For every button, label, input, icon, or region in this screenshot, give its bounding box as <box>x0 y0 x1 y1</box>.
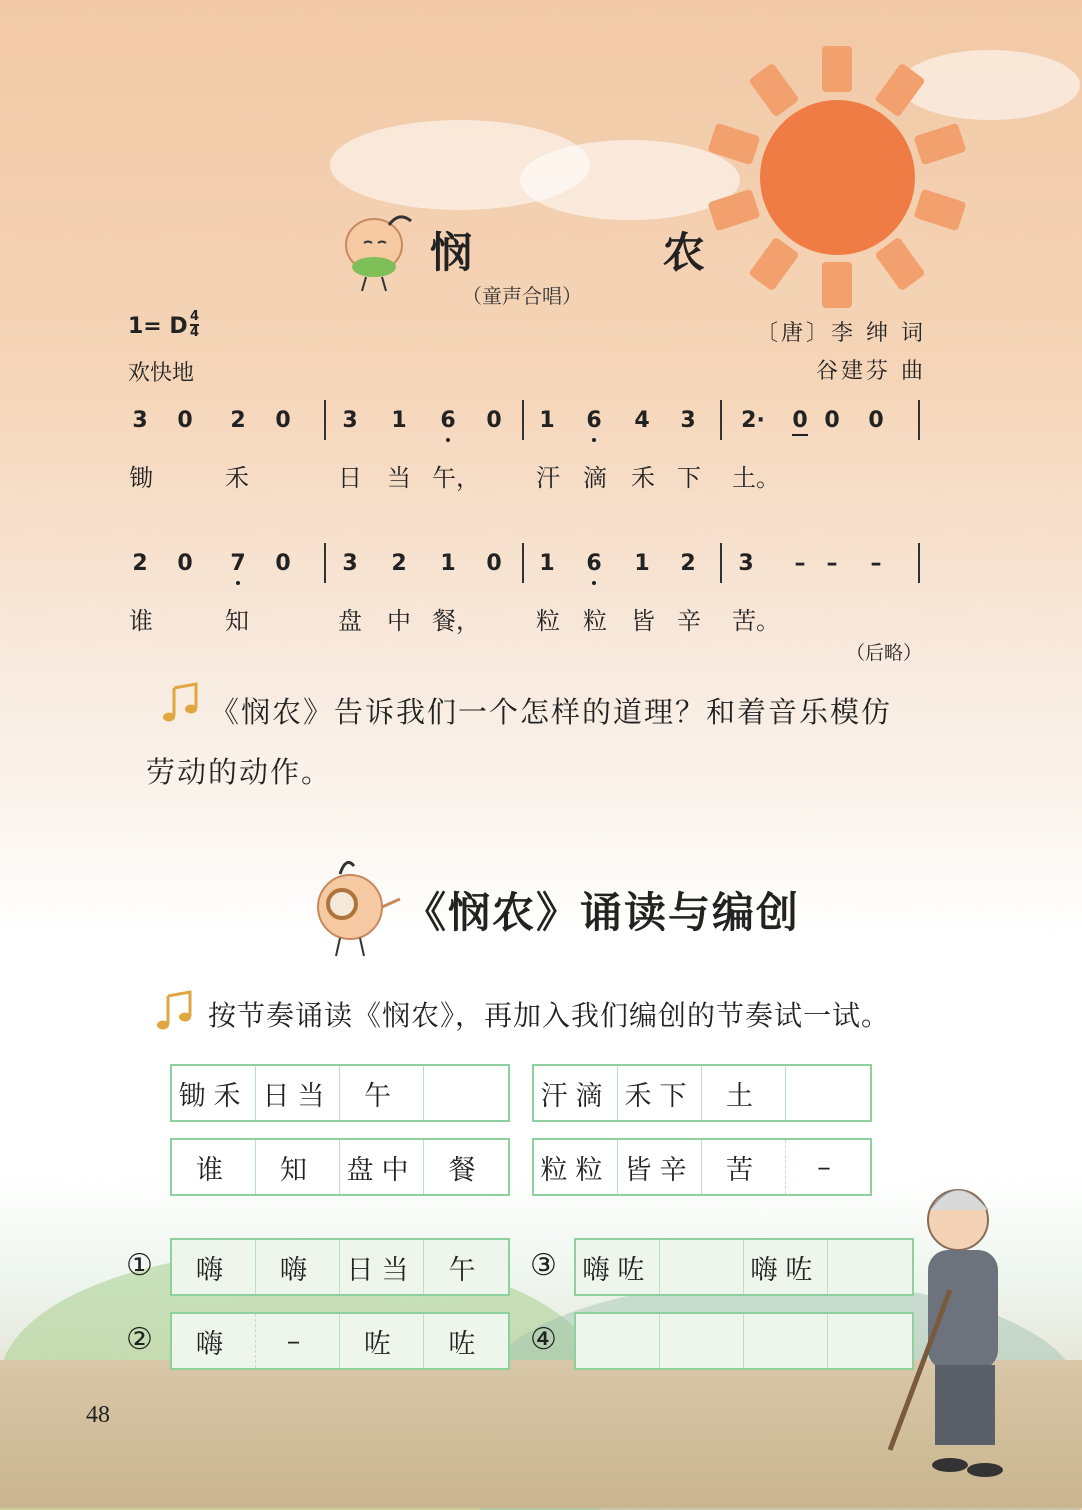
lyric: 土。 <box>732 464 780 492</box>
note: 1 <box>440 551 456 576</box>
note: 2 <box>230 408 246 433</box>
note: 6 <box>586 408 602 433</box>
bar-line <box>918 400 920 440</box>
note: – <box>794 551 806 576</box>
grid-cell: 咗 <box>340 1314 424 1368</box>
note: 6 <box>440 408 456 433</box>
grid-cell: – <box>817 1151 839 1183</box>
grid-cell <box>576 1314 660 1368</box>
bar-line <box>720 400 722 440</box>
note: 3 <box>342 551 358 576</box>
octave-dot <box>446 438 450 442</box>
music-note-icon <box>154 988 198 1032</box>
grid-cell: 咗 <box>448 1328 484 1360</box>
grid-cell <box>828 1240 912 1294</box>
grid-cell: 皆辛 <box>618 1140 702 1194</box>
sun-ray <box>913 122 966 165</box>
note: 1 <box>539 551 555 576</box>
sun-ray <box>875 237 926 292</box>
grid-cell: 粒粒 <box>534 1140 618 1194</box>
grid-cell: 汗滴 <box>534 1066 618 1120</box>
lyric: 午， <box>432 464 480 492</box>
sun-ray <box>822 262 852 308</box>
lyric: 汗 <box>536 464 560 492</box>
grid-cell: 日当 <box>340 1240 424 1294</box>
grid-cell: 禾下 <box>618 1066 702 1120</box>
section-title: 《悯农》诵读与编创 <box>404 888 801 937</box>
song-subtitle: （童声合唱） <box>462 284 582 308</box>
bar-line <box>324 400 326 440</box>
lyric: 粒 <box>536 607 560 635</box>
bar-line <box>918 543 920 583</box>
rhythm-grid-8 <box>574 1312 914 1370</box>
note: – <box>826 551 838 576</box>
rhythm-grid-6 <box>574 1238 914 1296</box>
note: – <box>870 551 882 576</box>
lyric: 餐， <box>432 607 480 635</box>
exercise-number-2: ② <box>126 1322 153 1357</box>
rhythm-grid-1 <box>170 1064 510 1122</box>
grid-cell <box>786 1066 870 1120</box>
grid-cell: 午 <box>448 1254 484 1286</box>
grid-cell: – <box>256 1314 340 1368</box>
note: 2 <box>391 551 407 576</box>
note: 3 <box>738 551 754 576</box>
lyric: 中 <box>387 607 411 635</box>
sun-ray <box>748 62 799 117</box>
note: 0 <box>177 551 193 576</box>
lyricist: 〔唐〕李 绅 词 <box>756 321 926 346</box>
bar-line <box>522 543 524 583</box>
question-line-2: 劳动的动作。 <box>146 755 333 789</box>
note: 7 <box>230 551 246 576</box>
note: 0 <box>486 408 502 433</box>
sun-ray <box>913 189 966 232</box>
note: 0 <box>177 408 193 433</box>
section-instruction: 按节奏诵读《悯农》，再加入我们编创的节奏试一试。 <box>208 999 891 1032</box>
rhythm-grid-3 <box>170 1138 510 1196</box>
grid-cell: 嗨 <box>172 1240 256 1294</box>
grid-cell: 嗨咗 <box>576 1240 660 1294</box>
rhythm-grid-7 <box>170 1312 510 1370</box>
lyric: 苦。 <box>732 607 780 635</box>
note: 0 <box>824 408 840 433</box>
note: 3 <box>680 408 696 433</box>
note: 2· <box>741 408 765 433</box>
octave-dot <box>592 438 596 442</box>
cloud <box>520 140 740 220</box>
omitted-note: （后略） <box>846 642 923 664</box>
note: 1 <box>391 408 407 433</box>
octave-dot <box>236 581 240 585</box>
note: 1 <box>539 408 555 433</box>
rhythm-grid-5 <box>170 1238 510 1296</box>
lyric: 当 <box>387 464 411 492</box>
bar-line <box>522 400 524 440</box>
song-title: 悯 农 <box>430 228 793 277</box>
note: 6 <box>586 551 602 576</box>
lyric: 锄 <box>129 464 153 492</box>
exercise-number-3: ③ <box>530 1248 557 1283</box>
note: 1 <box>634 551 650 576</box>
note: 2 <box>680 551 696 576</box>
grid-cell <box>660 1314 744 1368</box>
bar-line <box>720 543 722 583</box>
lyric: 日 <box>338 464 362 492</box>
grid-cell <box>744 1314 828 1368</box>
grid-cell: 嗨 <box>172 1314 256 1368</box>
grid-cell <box>828 1314 912 1368</box>
grid-cell: 日当 <box>256 1066 340 1120</box>
lyric: 下 <box>677 464 701 492</box>
music-note-icon <box>160 680 204 724</box>
grid-cell: 土 <box>702 1066 786 1120</box>
note: 3 <box>342 408 358 433</box>
note: 3 <box>132 408 148 433</box>
underline <box>792 434 808 436</box>
exercise-number-4: ④ <box>530 1322 557 1357</box>
lyric: 谁 <box>129 607 153 635</box>
lyric: 粒 <box>583 607 607 635</box>
composer: 谷建芬 曲 <box>816 359 926 384</box>
note: 2 <box>132 551 148 576</box>
exercise-number-1: ① <box>126 1248 153 1283</box>
note: 0 <box>792 408 808 433</box>
grid-cell <box>660 1240 744 1294</box>
sun-ray <box>822 46 852 92</box>
lyric: 禾 <box>631 464 655 492</box>
grid-cell: 苦 <box>702 1140 786 1194</box>
lyric: 禾 <box>225 464 249 492</box>
grid-cell: 谁 <box>172 1140 256 1194</box>
rhythm-grid-2 <box>532 1064 872 1122</box>
grid-cell <box>424 1066 508 1120</box>
note: 0 <box>275 408 291 433</box>
octave-dot <box>592 581 596 585</box>
note: 0 <box>275 551 291 576</box>
mascot-icon <box>334 205 424 295</box>
bar-line <box>324 543 326 583</box>
time-signature: 4 4 <box>190 309 200 340</box>
lyric: 滴 <box>583 464 607 492</box>
note: 0 <box>868 408 884 433</box>
question-line-1: 《悯农》告诉我们一个怎样的道理？和着音乐模仿 <box>210 695 893 729</box>
lyric: 知 <box>225 607 249 635</box>
rhythm-grid-4 <box>532 1138 872 1196</box>
grid-cell: 嗨 <box>256 1240 340 1294</box>
lyric: 皆 <box>631 607 655 635</box>
grid-cell: 锄禾 <box>172 1066 256 1120</box>
grid-cell: 午 <box>340 1066 424 1120</box>
cloud <box>900 50 1080 120</box>
tempo-marking: 欢快地 <box>128 361 195 386</box>
note: 4 <box>634 408 650 433</box>
grid-cell: 餐 <box>448 1154 484 1186</box>
mascot-magnifier-icon <box>300 852 404 962</box>
grid-cell: 嗨咗 <box>744 1240 828 1294</box>
lyric: 盘 <box>338 607 362 635</box>
key-signature: 1= D <box>128 314 188 339</box>
lyric: 辛 <box>677 607 701 635</box>
grid-cell: 盘中 <box>340 1140 424 1194</box>
grid-cell: 知 <box>256 1140 340 1194</box>
page-number: 48 <box>86 1402 110 1428</box>
note: 0 <box>486 551 502 576</box>
